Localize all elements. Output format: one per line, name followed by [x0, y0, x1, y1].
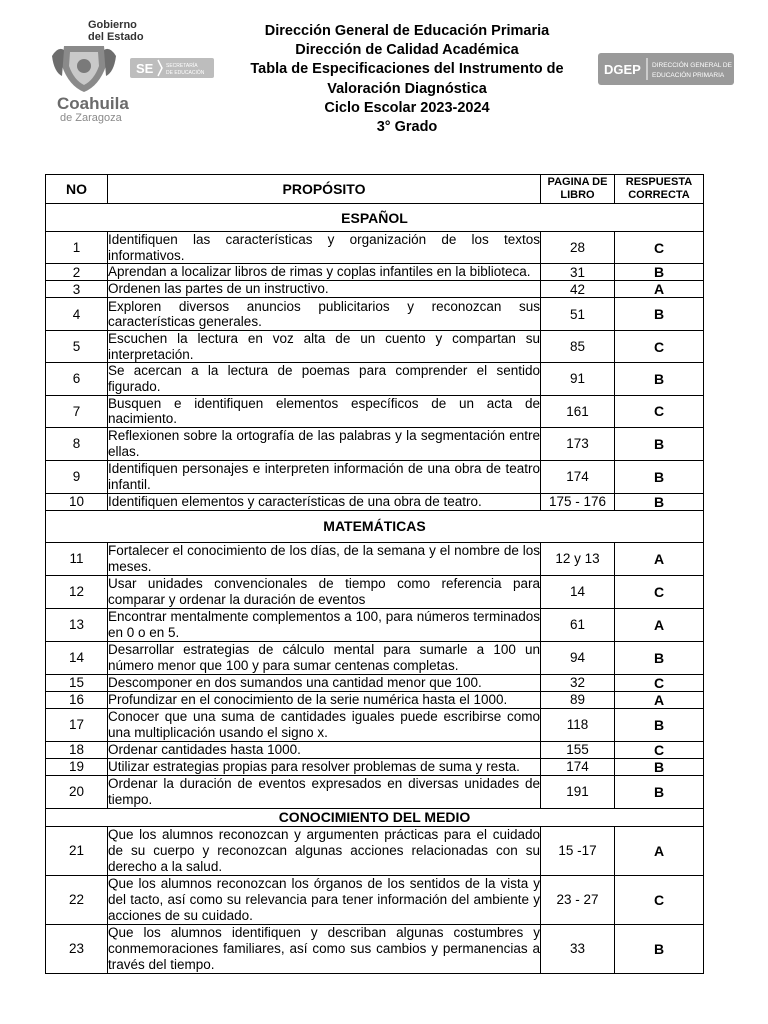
row-page: 191 — [541, 775, 615, 808]
row-purpose: Ordenen las partes de un instructivo. — [108, 281, 541, 298]
row-number: 17 — [46, 708, 108, 741]
row-number: 12 — [46, 575, 108, 608]
table-row — [46, 775, 704, 808]
row-purpose: Ordenar la duración de eventos expresados en diversas unidades de tiempo. — [108, 776, 540, 807]
section-row — [46, 510, 704, 542]
document-header — [0, 0, 768, 170]
table-header-row — [46, 175, 704, 204]
row-page: 173 — [541, 427, 615, 460]
row-page: 89 — [541, 691, 615, 708]
row-page: 12 y 13 — [541, 542, 615, 575]
row-answer: A — [615, 608, 704, 641]
table-row — [46, 875, 704, 924]
table-row — [46, 331, 704, 363]
row-answer: C — [615, 741, 704, 758]
se-badge: SE — [136, 61, 154, 76]
row-purpose: Identifiquen las características y organización de los textos informativos. — [108, 232, 540, 263]
row-purpose: Identifiquen personajes e interpreten información de una obra de teatro infantil. — [108, 461, 540, 492]
table-row — [46, 281, 704, 298]
section-title: CONOCIMIENTO DEL MEDIO — [46, 808, 704, 826]
row-page: 42 — [541, 281, 615, 298]
row-number: 19 — [46, 758, 108, 775]
title-line-6: 3° Grado — [376, 119, 438, 136]
row-answer: B — [615, 758, 704, 775]
section-title: MATEMÁTICAS — [46, 510, 704, 542]
row-number: 11 — [46, 542, 108, 575]
row-page: 15 -17 — [541, 826, 615, 875]
row-purpose: Conocer que una suma de cantidades iguales puede escribirse como una multiplicación usando el signo x. — [108, 709, 540, 740]
row-page: 91 — [541, 363, 615, 395]
table-row — [46, 826, 704, 875]
row-page: 175 - 176 — [541, 493, 615, 510]
row-number: 23 — [46, 924, 108, 973]
row-answer: B — [615, 298, 704, 331]
row-page: 23 - 27 — [541, 875, 615, 924]
row-answer: B — [615, 775, 704, 808]
table-row — [46, 641, 704, 674]
row-purpose: Identifiquen elementos y características de una obra de teatro. — [108, 493, 541, 510]
row-number: 6 — [46, 363, 108, 395]
section-row — [46, 204, 704, 232]
logo-line1: Gobierno — [88, 19, 137, 31]
section-row — [46, 808, 704, 826]
row-answer: B — [615, 460, 704, 493]
dgep-text1: DIRECCIÓN GENERAL DE — [652, 62, 732, 69]
row-answer: C — [615, 674, 704, 691]
row-page: 33 — [541, 924, 615, 973]
table-row — [46, 460, 704, 493]
table-row — [46, 542, 704, 575]
row-number: 21 — [46, 826, 108, 875]
document-titles — [228, 22, 586, 137]
title-line-3: Tabla de Especificaciones del Instrumento de — [250, 61, 564, 78]
table-row — [46, 298, 704, 331]
logo-state: Coahuila — [57, 94, 129, 113]
coahuila-government-logo — [44, 16, 219, 126]
row-number: 22 — [46, 875, 108, 924]
row-purpose: Que los alumnos identifiquen y describan algunas costumbres y conmemoraciones familiares, así como sus cambios y permanencias a través del tiempo. — [108, 925, 540, 972]
row-answer: B — [615, 427, 704, 460]
table-row — [46, 741, 704, 758]
header-pagina: PAGINA DE LIBRO — [541, 175, 615, 204]
row-page: 94 — [541, 641, 615, 674]
title-line-2: Dirección de Calidad Académica — [295, 42, 519, 59]
row-page: 174 — [541, 460, 615, 493]
row-answer: C — [615, 232, 704, 264]
title-line-1: Dirección General de Educación Primaria — [264, 23, 550, 39]
header-no: NO — [46, 175, 108, 204]
row-purpose: Profundizar en el conocimiento de la serie numérica hasta el 1000. — [108, 691, 541, 708]
row-page: 118 — [541, 708, 615, 741]
row-purpose: Escuchen la lectura en voz alta de un cuento y compartan su interpretación. — [108, 331, 540, 362]
header-proposito: PROPÓSITO — [108, 175, 541, 204]
row-purpose: Desarrollar estrategias de cálculo mental para sumarle a 100 un número menor que 100 y para sumar centenas completas. — [108, 642, 540, 673]
row-purpose: Aprendan a localizar libros de rimas y coplas infantiles en la biblioteca. — [108, 264, 541, 281]
row-page: 31 — [541, 264, 615, 281]
row-purpose: Encontrar mentalmente complementos a 100, para números terminados en 0 o en 5. — [108, 609, 540, 640]
row-answer: A — [615, 281, 704, 298]
row-answer: A — [615, 691, 704, 708]
row-page: 161 — [541, 395, 615, 427]
coat-of-arms-icon — [52, 46, 116, 92]
row-answer: C — [615, 875, 704, 924]
row-purpose: Busquen e identifiquen elementos específicos de un acta de nacimiento. — [108, 395, 540, 427]
dgep-badge: DGEP — [604, 62, 641, 77]
row-answer: B — [615, 924, 704, 973]
row-purpose: Ordenar cantidades hasta 1000. — [108, 741, 541, 758]
dgep-logo — [598, 53, 734, 85]
row-number: 5 — [46, 331, 108, 363]
row-answer: B — [615, 264, 704, 281]
se-text2: DE EDUCACIÓN — [166, 70, 205, 76]
title-line-5: Ciclo Escolar 2023-2024 — [324, 99, 490, 116]
section-title: ESPAÑOL — [46, 204, 704, 232]
table-row — [46, 363, 704, 395]
row-answer: B — [615, 363, 704, 395]
table-row — [46, 395, 704, 427]
row-purpose: Descomponer en dos sumandos una cantidad menor que 100. — [108, 674, 541, 691]
title-line-4: Valoración Diagnóstica — [327, 80, 487, 97]
table-row — [46, 575, 704, 608]
table-row — [46, 608, 704, 641]
row-answer: A — [615, 826, 704, 875]
row-page: 51 — [541, 298, 615, 331]
se-text1: SECRETARÍA — [166, 63, 198, 69]
logo-state-sub: de Zaragoza — [60, 112, 122, 124]
row-page: 155 — [541, 741, 615, 758]
row-answer: B — [615, 641, 704, 674]
row-page: 14 — [541, 575, 615, 608]
row-page: 85 — [541, 331, 615, 363]
dgep-text2: EDUCACIÓN PRIMARIA — [652, 72, 725, 79]
table-row — [46, 691, 704, 708]
table-row — [46, 493, 704, 510]
row-answer: C — [615, 331, 704, 363]
row-page: 174 — [541, 758, 615, 775]
row-purpose: Que los alumnos reconozcan y argumenten prácticas para el cuidado de su cuerpo y reconozcan algunas acciones relacionadas con su derecho a la salud. — [108, 827, 540, 874]
row-number: 7 — [46, 395, 108, 427]
row-number: 16 — [46, 691, 108, 708]
row-number: 4 — [46, 298, 108, 331]
header-respuesta: RESPUESTA CORRECTA — [615, 175, 704, 204]
table-row — [46, 427, 704, 460]
row-number: 8 — [46, 427, 108, 460]
row-number: 3 — [46, 281, 108, 298]
table-row — [46, 708, 704, 741]
table-row — [46, 232, 704, 264]
row-purpose: Utilizar estrategias propias para resolver problemas de suma y resta. — [108, 758, 541, 775]
row-number: 18 — [46, 741, 108, 758]
row-answer: C — [615, 575, 704, 608]
table-row — [46, 758, 704, 775]
row-purpose: Que los alumnos reconozcan los órganos de los sentidos de la vista y del tacto, así como su relevancia para tener información del ambiente y acciones de su cuidado. — [108, 876, 540, 923]
row-page: 28 — [541, 232, 615, 264]
row-number: 15 — [46, 674, 108, 691]
logo-line2: del Estado — [88, 31, 144, 43]
row-purpose: Exploren diversos anuncios publicitarios y reconozcan sus características generales. — [108, 298, 540, 330]
row-purpose: Usar unidades convencionales de tiempo como referencia para comparar y ordenar la duración de eventos — [108, 576, 540, 607]
row-answer: B — [615, 493, 704, 510]
row-purpose: Se acercan a la lectura de poemas para comprender el sentido figurado. — [108, 363, 540, 394]
specifications-table — [45, 174, 704, 974]
row-answer: C — [615, 395, 704, 427]
row-number: 2 — [46, 264, 108, 281]
row-number: 14 — [46, 641, 108, 674]
row-number: 1 — [46, 232, 108, 264]
row-number: 20 — [46, 775, 108, 808]
row-answer: A — [615, 542, 704, 575]
row-page: 32 — [541, 674, 615, 691]
row-number: 10 — [46, 493, 108, 510]
row-purpose: Fortalecer el conocimiento de los días, de la semana y el nombre de los meses. — [108, 543, 540, 574]
table-row — [46, 674, 704, 691]
table-row — [46, 264, 704, 281]
row-purpose: Reflexionen sobre la ortografía de las palabras y la segmentación entre ellas. — [108, 428, 540, 459]
table-body — [46, 204, 704, 974]
row-page: 61 — [541, 608, 615, 641]
row-answer: B — [615, 708, 704, 741]
table-row — [46, 924, 704, 973]
row-number: 9 — [46, 460, 108, 493]
row-number: 13 — [46, 608, 108, 641]
